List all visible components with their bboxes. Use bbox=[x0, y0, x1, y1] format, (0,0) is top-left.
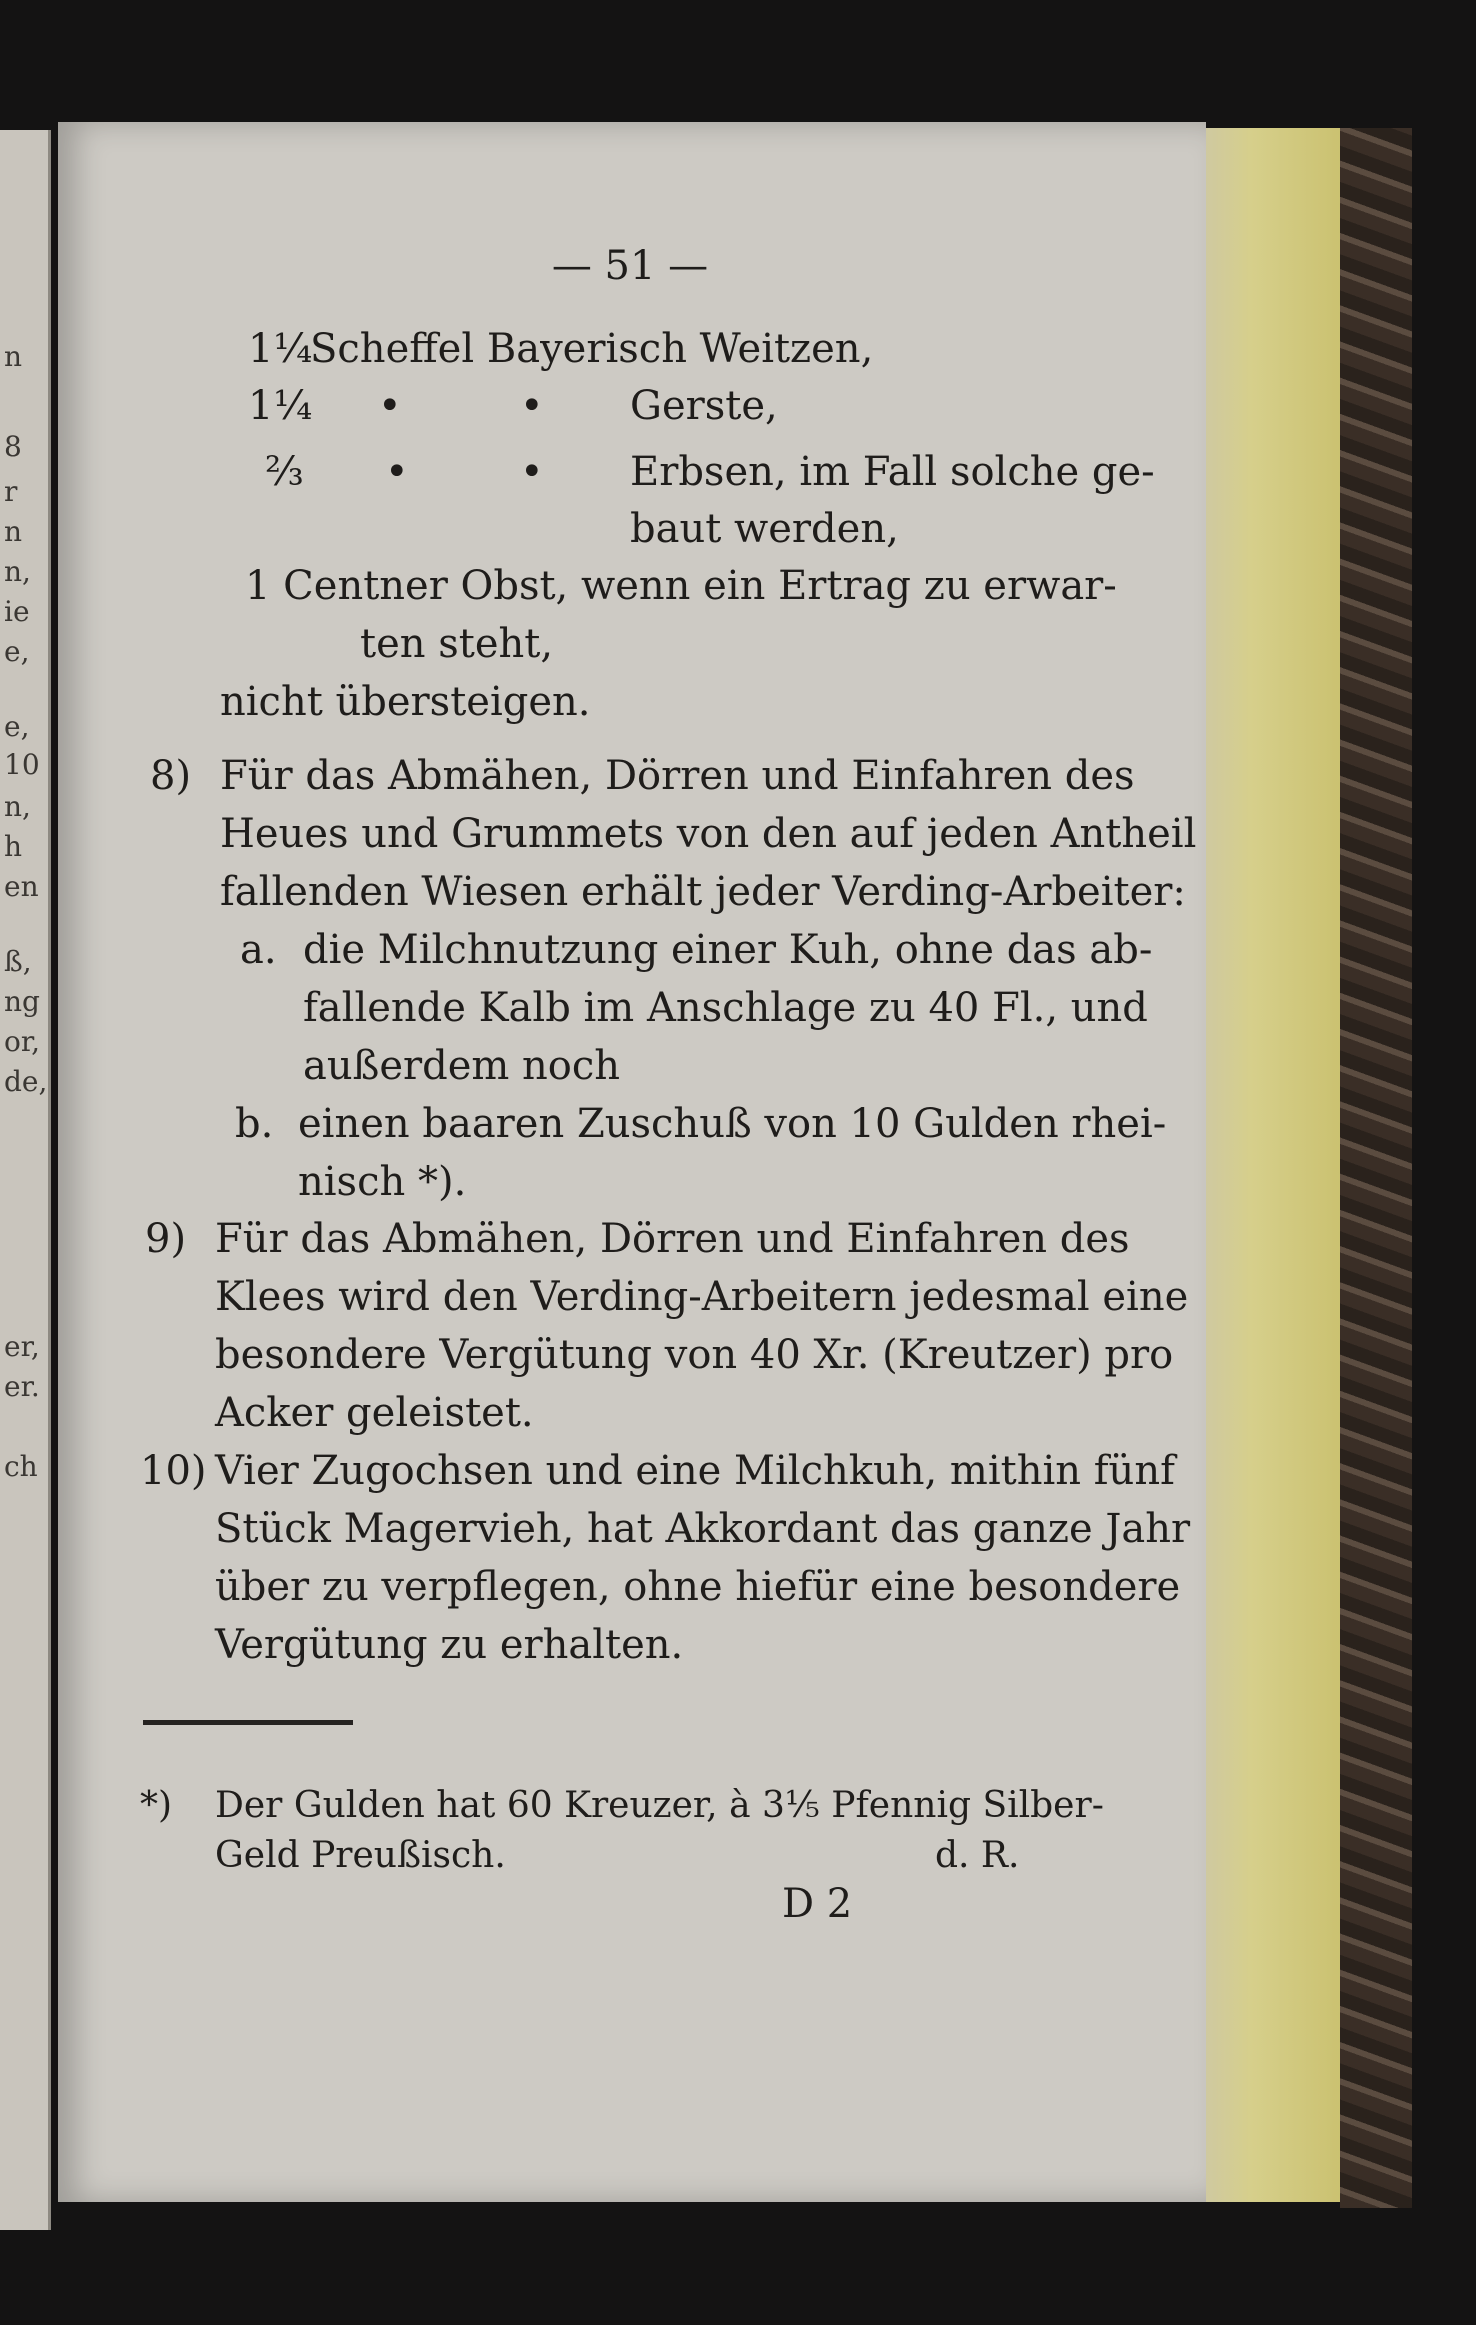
item-10-line: über zu verpflegen, ohne hiefür eine besondere bbox=[215, 1564, 1181, 1610]
prev-page-fragment: n bbox=[4, 515, 23, 548]
footnote-rule bbox=[143, 1720, 353, 1725]
item-9-line: Klees wird den Verding-Arbeitern jedesmal eine bbox=[215, 1274, 1189, 1320]
item-8-b-line: nisch *). bbox=[298, 1159, 467, 1205]
list-row-2-text: Gerste, bbox=[630, 383, 778, 429]
footnote-mark: *) bbox=[140, 1785, 173, 1826]
prev-page-fragment: de, bbox=[4, 1065, 48, 1098]
item-8-b-line: einen baaren Zuschuß von 10 Gulden rhei- bbox=[298, 1101, 1167, 1147]
prev-page-fragment: ng bbox=[4, 985, 40, 1018]
footnote-line: Geld Preußisch. bbox=[215, 1835, 506, 1876]
item-8-line: Für das Abmähen, Dörren und Einfahren des bbox=[220, 753, 1135, 799]
prev-page-fragment: ch bbox=[4, 1450, 38, 1483]
item-9-number: 9) bbox=[145, 1216, 187, 1262]
item-10-line: Vergütung zu erhalten. bbox=[215, 1622, 684, 1668]
item-8-number: 8) bbox=[150, 753, 192, 799]
list-row-3-qty: ⅔ bbox=[265, 449, 304, 495]
prev-page-fragment: ß, bbox=[4, 945, 32, 978]
item-10-number: 10) bbox=[140, 1448, 207, 1494]
item-8-a-label: a. bbox=[240, 927, 277, 973]
list-row-4-continuation: ten steht, bbox=[360, 621, 554, 667]
prev-page-fragment: or, bbox=[4, 1025, 41, 1058]
footnote-line: Der Gulden hat 60 Kreuzer, à 3⅕ Pfennig Silber- bbox=[215, 1785, 1104, 1826]
prev-page-fragment: n, bbox=[4, 555, 31, 588]
list-row-2-qty: 1¼ bbox=[248, 383, 313, 429]
prev-page-fragment: er. bbox=[4, 1370, 40, 1403]
marbled-cover-board bbox=[1340, 128, 1412, 2208]
page-number: — 51 — bbox=[551, 243, 709, 289]
ditto-mark: • bbox=[520, 383, 544, 429]
item-9-line: Acker geleistet. bbox=[215, 1390, 534, 1436]
item-9-line: Für das Abmähen, Dörren und Einfahren des bbox=[215, 1216, 1130, 1262]
prev-page-fragment: 10 bbox=[4, 748, 40, 781]
prev-page-fragment: en bbox=[4, 870, 39, 903]
prev-page-fragment: h bbox=[4, 830, 23, 863]
prev-page-fragment: e, bbox=[4, 635, 30, 668]
ditto-mark: • bbox=[520, 449, 544, 495]
prev-page-fragment: n bbox=[4, 340, 23, 373]
item-8-a-line: die Milchnutzung einer Kuh, ohne das ab- bbox=[303, 927, 1153, 973]
prev-page-fragment: 8 bbox=[4, 430, 22, 463]
list-row-1-text: Scheffel Bayerisch Weitzen, bbox=[310, 326, 874, 372]
item-8-a-line: außerdem noch bbox=[303, 1043, 621, 1089]
item-8-line: fallenden Wiesen erhält jeder Verding-Arbeiter: bbox=[220, 869, 1186, 915]
item-10-line: Stück Magervieh, hat Akkordant das ganze Jahr bbox=[215, 1506, 1191, 1552]
item-8-line: Heues und Grummets von den auf jeden Antheil bbox=[220, 811, 1197, 857]
list-row-1-qty: 1¼ bbox=[248, 326, 313, 372]
ditto-mark: • bbox=[378, 383, 402, 429]
book-page bbox=[58, 122, 1206, 2202]
item-9-line: besondere Vergütung von 40 Xr. (Kreutzer) pro bbox=[215, 1332, 1174, 1378]
item-8-a-line: fallende Kalb im Anschlage zu 40 Fl., und bbox=[303, 985, 1148, 1031]
previous-page-edge bbox=[0, 130, 51, 2230]
list-closing-text: nicht übersteigen. bbox=[220, 679, 591, 725]
list-row-3-continuation: baut werden, bbox=[630, 506, 899, 552]
prev-page-fragment: r bbox=[4, 475, 18, 508]
signature-mark: D 2 bbox=[782, 1881, 853, 1927]
gilt-page-edge bbox=[1206, 128, 1356, 2202]
list-row-4-text: 1 Centner Obst, wenn ein Ertrag zu erwar- bbox=[245, 563, 1117, 609]
prev-page-fragment: ie bbox=[4, 595, 30, 628]
prev-page-fragment: n, bbox=[4, 790, 31, 823]
footnote-signature: d. R. bbox=[935, 1835, 1020, 1876]
item-8-b-label: b. bbox=[235, 1101, 274, 1147]
item-10-line: Vier Zugochsen und eine Milchkuh, mithin fünf bbox=[215, 1448, 1175, 1494]
ditto-mark: • bbox=[385, 449, 409, 495]
prev-page-fragment: e, bbox=[4, 710, 30, 743]
prev-page-fragment: er, bbox=[4, 1330, 40, 1363]
list-row-3-text: Erbsen, im Fall solche ge- bbox=[630, 449, 1155, 495]
